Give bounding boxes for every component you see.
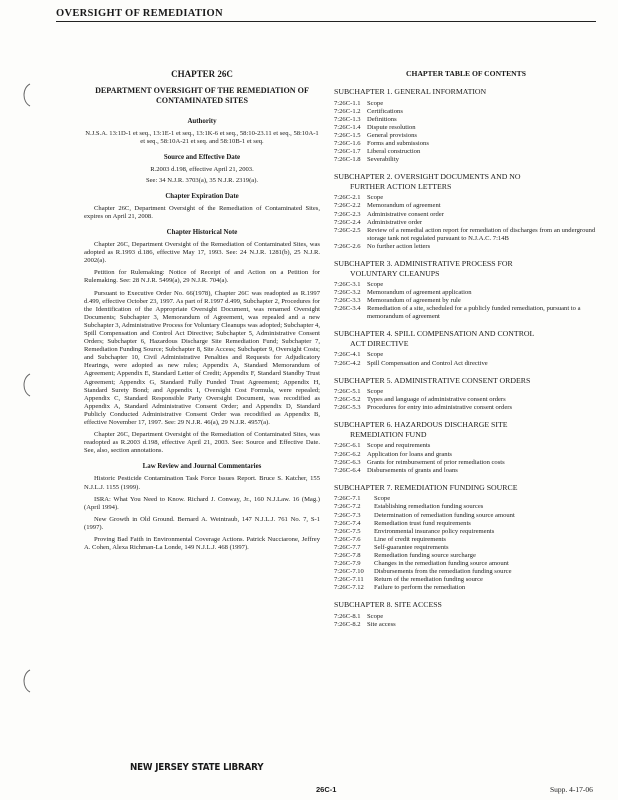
subchapter-title: SUBCHAPTER 5. ADMINISTRATIVE CONSENT ORDERS <box>334 375 531 385</box>
section-title: Procedures for entry into administrative consent orders <box>367 404 513 412</box>
subchapter-title-continued: FURTHER ACTION LETTERS <box>350 181 452 191</box>
subchapter-title-continued: REMEDIATION FUND <box>350 429 427 439</box>
history-heading: Chapter Historical Note <box>166 228 238 236</box>
section-title: Review of a remedial action report for remediation of discharges from an underground storage tank not regulated pursuant to N.J.A.C. 7:14B <box>367 226 596 242</box>
toc-title: CHAPTER TABLE OF CONTENTS <box>406 69 526 78</box>
subchapter-heading <box>334 420 598 439</box>
section-title: Scope <box>367 612 384 620</box>
section-list <box>334 194 598 251</box>
toc-entry <box>334 100 598 108</box>
toc-entry <box>334 281 598 289</box>
section-title: Definitions <box>367 115 397 123</box>
subchapter-heading <box>334 172 598 191</box>
section-number: 7:26C-7.11 <box>334 576 364 584</box>
left-column <box>84 68 320 556</box>
section-number: 7:26C-1.8 <box>334 156 361 164</box>
section-list <box>334 442 598 474</box>
section-title: Return of the remediation funding source <box>374 576 483 584</box>
subchapter-heading <box>334 87 598 97</box>
law-review-entry: New Growth in Old Ground. Bernard A. Weintraub, 147 N.J.L.J. 761 No. 7, S-1 (1997). <box>84 515 320 531</box>
authority-heading: Authority <box>187 118 217 126</box>
subchapter-title: SUBCHAPTER 8. SITE ACCESS <box>334 600 442 610</box>
section-title: Memorandum of agreement <box>367 202 441 210</box>
subchapter-title: SUBCHAPTER 3. ADMINISTRATIVE PROCESS FOR <box>334 259 513 268</box>
subchapter-title: SUBCHAPTER 6. HAZARDOUS DISCHARGE SITE <box>334 420 508 430</box>
toc-entry <box>334 140 598 148</box>
law-review-entry: Proving Bad Faith in Environmental Coverage Actions. Patrick Nucciarone, Jeffrey A. Cohen, Alexa Richman-La Londe, 149 N.J.L.J. 468 (1997). <box>84 536 320 552</box>
toc-entry <box>334 459 598 467</box>
toc-entry <box>334 305 598 321</box>
section-number: 7:26C-1.1 <box>334 99 361 107</box>
section-title: Remediation trust fund requirements <box>374 519 471 527</box>
section-title: Scope <box>367 388 384 396</box>
section-number: 7:26C-2.4 <box>334 218 361 226</box>
section-number: 7:26C-7.8 <box>334 551 361 559</box>
section-number: 7:26C-1.6 <box>334 140 361 148</box>
section-list <box>334 613 598 629</box>
section-number: 7:26C-2.1 <box>334 194 361 202</box>
toc-entry <box>334 108 598 116</box>
section-title: Spill Compensation and Control Act directive <box>367 359 488 367</box>
source-heading: Source and Effective Date <box>163 154 241 162</box>
section-list <box>334 388 598 412</box>
subchapter-title: SUBCHAPTER 7. REMEDIATION FUNDING SOURCE <box>334 482 518 492</box>
toc-entry <box>334 503 598 511</box>
toc-entry <box>334 219 598 227</box>
toc-entry <box>334 132 598 140</box>
subchapter-title-continued: ACT DIRECTIVE <box>350 338 409 348</box>
section-title: Memorandum of agreement by rule <box>367 297 461 305</box>
section-number: 7:26C-5.2 <box>334 396 361 404</box>
section-title: Grants for reimbursement of prior remediation costs <box>367 458 505 466</box>
source-line: See: 34 N.J.R. 3703(a), 35 N.J.R. 2319(a). <box>145 176 259 184</box>
section-title: Disbursements from the remediation funding source <box>374 568 512 576</box>
toc-entry <box>334 576 598 584</box>
section-title: Certifications <box>367 107 403 115</box>
toc-entry <box>334 467 598 475</box>
history-paragraph: Chapter 26C, Department Oversight of the Remediation of Contaminated Sites, was adopted as R.1993 d.186, effective May 17, 1993. See: 24 N.J.R. 1281(b), 25 N.J.R. 2002(a). <box>84 241 320 265</box>
binder-mark-icon <box>18 668 32 694</box>
toc-entry <box>334 560 598 568</box>
section-title: Self-guarantee requirements <box>374 543 449 551</box>
toc-entry <box>334 289 598 297</box>
history-paragraph: Pursuant to Executive Order No. 66(1978), Chapter 26C was readopted as R.1997 d.499, effective October 23, 1997. As part of R.1997 d.499, Subchapter 2, Procedures for the Identification of the Appropriate Oversight Document, was renamed Oversight Documents; Subchapter 3, Memorandum of Agreement, was repealed and a new Subchapter 3, Administrative Process for Voluntary Cleanups was adopted; Subchapter 4, Spill Compensation and Control Act Directive; Subchapter 5, Administrative Consent Orders; Subchapter 6, Hazardous Discharge Site Remediation Fund; Subchapter 7, Remediation Funding Source; Subchapter 8, Site Access; Subchapter 9, Oversight Costs; and Subchapter 10, Civil Administrative Penalties and Requests for Adjudicatory Hearings, were adopted as new rules; Appendix A, Standard Memorandum of Agreement; Appendix E, Standard Letter of Credit; Appendix F, Standard Standby Trust Agreement; Appendix G, Standard Fully Funded Trust Agreement; Appendix H, Standard Surety Bond; and Appendix I, Oversight Cost Formula, were repealed; Appendix C, Standard Responsible Party Oversight Document, was recodified as Appendix A, Standard Administrative Consent Order; and Appendix D, Standard Publicly Conducted Administrative Consent Order was recodified as Appendix B, effective November 17, 1997. See: 29 N.J.R. 46(a), 29 N.J.R. 4957(a). <box>84 289 320 426</box>
section-number: 7:26C-4.2 <box>334 359 361 367</box>
source-line: R.2003 d.198, effective April 21, 2003. <box>150 166 254 174</box>
binder-mark-icon <box>18 82 32 108</box>
toc-entry <box>334 202 598 210</box>
toc-entry <box>334 404 598 412</box>
subchapter-heading <box>334 600 598 610</box>
section-number: 7:26C-6.4 <box>334 466 361 474</box>
section-number: 7:26C-2.3 <box>334 210 361 218</box>
toc-entry <box>334 520 598 528</box>
law-review-heading: Law Review and Journal Commentaries <box>142 463 262 471</box>
section-number: 7:26C-7.12 <box>334 584 364 592</box>
subchapter-heading <box>334 329 598 348</box>
section-number: 7:26C-7.2 <box>334 503 361 511</box>
chapter-title: DEPARTMENT OVERSIGHT OF THE REMEDIATION OF CONTAMINATED SITES <box>95 86 309 106</box>
expiration-text: Chapter 26C, Department Oversight of the Remediation of Contaminated Sites, expires on April 21, 2008. <box>84 204 320 220</box>
toc-entry <box>334 512 598 520</box>
authority-text: N.J.S.A. 13:1D-1 et seq., 13:1E-1 et seq., 13:1K-6 et seq., 58:10-23.11 et seq., 58:10A-1 et seq., 58:10A-21 et seq. and 58:10B-1 et seq. <box>85 130 319 146</box>
subchapter-heading <box>334 259 598 278</box>
section-number: 7:26C-6.2 <box>334 450 361 458</box>
section-number: 7:26C-7.9 <box>334 560 361 568</box>
section-number: 7:26C-3.3 <box>334 297 361 305</box>
toc-entry <box>334 552 598 560</box>
section-title: Changes in the remediation funding source amount <box>374 560 509 568</box>
section-number: 7:26C-6.1 <box>334 442 361 450</box>
section-title: Memorandum of agreement application <box>367 289 472 297</box>
table-of-contents <box>334 68 598 637</box>
section-number: 7:26C-7.4 <box>334 519 361 527</box>
toc-entry <box>334 495 598 503</box>
toc-entry <box>334 351 598 359</box>
toc-entry <box>334 396 598 404</box>
section-number: 7:26C-3.2 <box>334 289 361 297</box>
section-list <box>334 100 598 165</box>
toc-entry <box>334 124 598 132</box>
section-number: 7:26C-3.1 <box>334 281 361 288</box>
section-list <box>334 351 598 367</box>
section-title: Establishing remediation funding sources <box>374 503 484 511</box>
section-number: 7:26C-7.1 <box>334 495 361 503</box>
binder-mark-icon <box>18 372 32 398</box>
toc-entry <box>334 621 598 629</box>
section-title: Scope <box>374 495 391 503</box>
section-number: 7:26C-3.4 <box>334 305 361 313</box>
toc-entry <box>334 116 598 124</box>
toc-entry <box>334 451 598 459</box>
section-title: Site access <box>367 621 396 629</box>
toc-entry <box>334 536 598 544</box>
subchapter-title-continued: VOLUNTARY CLEANUPS <box>350 268 440 278</box>
section-title: Scope <box>367 99 384 107</box>
toc-entry <box>334 227 598 243</box>
law-review-entry: Historic Pesticide Contamination Task Force Issues Report. Bruce S. Katcher, 155 N.J.L.J. 1155 (1999). <box>84 475 320 491</box>
section-number: 7:26C-7.3 <box>334 511 361 519</box>
library-stamp: NEW JERSEY STATE LIBRARY <box>130 762 264 773</box>
section-title: Scope <box>367 194 384 202</box>
section-title: Scope and requirements <box>367 442 431 450</box>
section-title: Dispute resolution <box>367 123 416 131</box>
page-number: 26C-1 <box>316 785 337 794</box>
section-title: Failure to perform the remediation <box>374 584 466 592</box>
toc-entry <box>334 211 598 219</box>
section-title: Remediation funding source surcharge <box>374 551 476 559</box>
supplement-date: Supp. 4-17-06 <box>550 785 593 794</box>
section-number: 7:26C-8.2 <box>334 621 361 629</box>
toc-entry <box>334 148 598 156</box>
toc-entry <box>334 243 598 251</box>
toc-entry <box>334 584 598 592</box>
history-paragraph: Chapter 26C, Department Oversight of the Remediation of Contaminated Sites, was readopted as R.2003 d.198, effective April 21, 2003. See: Source and Effective Date. See, also, section annotations. <box>84 431 320 455</box>
toc-entry <box>334 528 598 536</box>
section-number: 7:26C-2.5 <box>334 226 361 234</box>
section-title: Severability <box>367 156 399 164</box>
subchapter-heading <box>334 483 598 493</box>
section-number: 7:26C-1.2 <box>334 107 361 115</box>
toc-entry <box>334 194 598 202</box>
section-title: Administrative order <box>367 218 423 226</box>
section-number: 7:26C-7.5 <box>334 527 361 535</box>
section-number: 7:26C-1.4 <box>334 123 361 131</box>
section-title: Line of credit requirements <box>374 535 446 543</box>
section-number: 7:26C-5.3 <box>334 404 361 412</box>
section-title: Determination of remediation funding source amount <box>374 511 515 519</box>
toc-entry <box>334 297 598 305</box>
toc-entry <box>334 568 598 576</box>
section-title: Liberal construction <box>367 148 421 156</box>
section-list <box>334 495 598 592</box>
toc-entry <box>334 544 598 552</box>
running-header: OVERSIGHT OF REMEDIATION <box>56 8 596 22</box>
section-title: Remediation of a site, scheduled for a publicly funded remediation, pursuant to a memorandum of agreement <box>367 305 581 321</box>
section-number: 7:26C-2.6 <box>334 242 361 250</box>
toc-entry <box>334 388 598 396</box>
toc-entry <box>334 360 598 368</box>
section-title: No further action letters <box>367 242 431 250</box>
section-list <box>334 281 598 321</box>
toc-entry <box>334 156 598 164</box>
section-number: 7:26C-7.10 <box>334 568 364 576</box>
section-title: Application for loans and grants <box>367 450 452 458</box>
expiration-heading: Chapter Expiration Date <box>165 192 239 200</box>
section-title: Disbursements of grants and loans <box>367 466 458 474</box>
history-paragraph: Petition for Rulemaking: Notice of Receipt of and Action on a Petition for Rulemaking. See: 28 N.J.R. 5499(a), 29 N.J.R. 704(a). <box>84 269 320 285</box>
chapter-number: CHAPTER 26C <box>171 69 233 79</box>
section-title: Administrative consent order <box>367 210 444 218</box>
section-number: 7:26C-5.1 <box>334 388 361 396</box>
section-number: 7:26C-6.3 <box>334 458 361 466</box>
section-number: 7:26C-1.3 <box>334 115 361 123</box>
section-title: Scope <box>367 351 384 359</box>
law-review-entry: ISRA: What You Need to Know. Richard J. Conway, Jr., 160 N.J.Law. 16 (Mag.) (April 1994). <box>84 495 320 511</box>
section-number: 7:26C-8.1 <box>334 612 361 620</box>
section-title: Scope <box>367 281 384 288</box>
section-number: 7:26C-1.7 <box>334 148 361 156</box>
subchapter-title: SUBCHAPTER 4. SPILL COMPENSATION AND CONTROL <box>334 329 535 339</box>
section-title: Environmental insurance policy requirements <box>374 527 495 535</box>
toc-list <box>334 87 598 629</box>
section-title: Types and language of administrative consent orders <box>367 396 506 404</box>
toc-entry <box>334 442 598 450</box>
section-number: 7:26C-4.1 <box>334 351 361 359</box>
section-title: Forms and submissions <box>367 140 429 148</box>
section-number: 7:26C-7.7 <box>334 543 361 551</box>
section-number: 7:26C-1.5 <box>334 131 361 139</box>
subchapter-title: SUBCHAPTER 1. GENERAL INFORMATION <box>334 87 487 97</box>
section-title: General provisions <box>367 131 417 139</box>
section-number: 7:26C-2.2 <box>334 202 361 210</box>
section-number: 7:26C-7.6 <box>334 535 361 543</box>
subchapter-heading <box>334 376 598 386</box>
toc-entry <box>334 613 598 621</box>
subchapter-title: SUBCHAPTER 2. OVERSIGHT DOCUMENTS AND NO <box>334 172 521 182</box>
